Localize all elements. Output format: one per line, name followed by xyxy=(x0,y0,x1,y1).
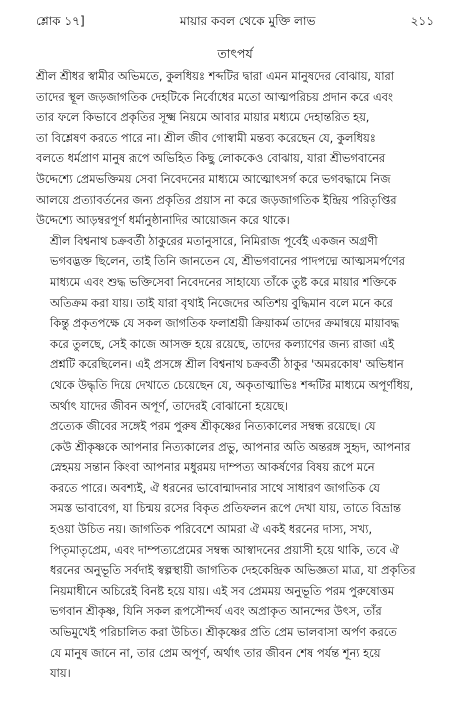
paragraph xyxy=(36,416,434,684)
text-line: প্রশ্নটি করেছিলেন। এই প্রসঙ্গে শ্রীল বিশ্বনাথ চক্রবর্তী ঠাকুর 'অমরকোষ' অভিধান xyxy=(50,357,404,372)
text-line: আলয়ে প্রত্যাবর্তনের জন্য প্রকৃতির প্রয়াস না করে জড়জাগতিক ইন্দ্রিয় পরিতৃপ্তির xyxy=(36,192,397,207)
text-line: হওয়া উচিত নয়। জাগতিক পরিবেশে আমরা ঐ একই ধরনের দাস্য, সখ্য, xyxy=(50,522,373,537)
purport-body xyxy=(36,66,434,684)
text-line: অভিমুখেই পরিচালিত করা উচিত। শ্রীকৃষ্ণের প্রতি প্রেম ভালবাসা অর্পণ করতে xyxy=(50,625,397,640)
running-header xyxy=(36,0,434,36)
text-line: করে তুলছে, সেই কাজে আসক্ত হয়ে রয়েছে, তাদের কল্যাণের জন্য রাজা এই xyxy=(50,336,395,351)
text-line: অতিক্রম করা যায়। তাই যারা বৃথাই নিজেদের অতিশয় বুদ্ধিমান বলে মনে করে xyxy=(50,295,393,310)
page-number: ২১১ xyxy=(410,14,434,28)
text-line: করতে পারে। অবশ্যই, ঐ ধরনের ভাবোন্মাদনার সাথে সাধারণ জাগতিক যে xyxy=(50,480,380,495)
text-line: উদ্দেশ্যে প্রেমভক্তিময় সেবা নিবেদনের মাধ্যমে আত্মোৎসর্গ করে ভগবদ্ধামে নিজ xyxy=(36,171,391,186)
text-line: উদ্দেশ্যে আড়ম্বরপূর্ণ ধর্মানুষ্ঠানাদির আয়োজন করে থাকে। xyxy=(36,213,290,228)
header-chapter-title: মায়ার কবল থেকে মুক্তি লাভ xyxy=(179,14,316,28)
text-line: অর্থাৎ যাদের জীবন অপূর্ণ, তাদেরই বোঝানো হয়েছে। xyxy=(50,398,289,413)
text-line: মাধ্যমে এবং শুদ্ধ ভক্তিসেবা নিবেদনের সাহায্যে তাঁকে তুষ্ট করে মায়ার শক্তিকে xyxy=(50,274,397,289)
header-verse-ref: শ্লোক ১৭] xyxy=(36,14,85,28)
text-line: কিন্তু প্রকৃতপক্ষে যে সকল জাগতিক ফলাশ্রয়ী ক্রিয়াকর্ম তাদের ক্রমান্বয়ে মায়াবদ্ধ xyxy=(50,316,400,331)
section-title-purport: তাৎপর্য xyxy=(217,46,253,61)
paragraph xyxy=(36,231,434,416)
text-line: যে মানুষ জানে না, তার প্রেম অপূর্ণ, অর্থাৎ তার জীবন শেষ পর্যন্ত শূন্য হয়ে xyxy=(50,645,381,660)
text-line: ধরনের অনুভূতি সর্বদাই স্বল্পস্থায়ী জাগতিক দেহকেন্দ্রিক অভিজ্ঞতা মাত্র, যা প্রকৃতির xyxy=(50,563,416,578)
text-line: শ্রীল বিশ্বনাথ চক্রবর্তী ঠাকুরের মতানুসারে, নিমিরাজ পূর্বেই একজন অগ্রণী xyxy=(50,233,378,248)
text-line: বলতে ধর্মপ্রাণ মানুষ রূপে অভিহিত কিছু লোককেও বোঝায়, যারা শ্রীভগবানের xyxy=(36,151,386,166)
text-line: সমস্ত ভাবাবেগ, যা চিন্ময় রসের বিকৃত প্রতিফলন রূপে দেখা যায়, তাতে বিভ্রান্ত xyxy=(50,501,401,516)
text-line: তা বিশ্লেষণ করতে পারে না। শ্রীল জীব গোস্বামী মন্তব্য করেছেন যে, কুলধিয়ঃ xyxy=(36,130,376,145)
text-line: থেকে উদ্ধৃতি দিয়ে দেখাতে চেয়েছেন যে, অকৃতাত্মাভিঃ শব্দটির মাধ্যমে অপূর্ণধিয়, xyxy=(50,377,414,392)
text-line: তাদের স্থূল জড়জাগতিক দেহটিকে নির্বোধের মতো আত্মপরিচয় প্রদান করে এবং xyxy=(36,89,393,104)
text-line: পিতৃমাতৃপ্রেম, এবং দাম্পত্যপ্রেমের সম্বন্ধ আস্বাদনের প্রয়াসী হয়ে থাকি, তবে ঐ xyxy=(50,542,399,557)
text-line: শ্রীল শ্রীধর স্বামীর অভিমতে, কুলধিয়ঃ শব্দটির দ্বারা এমন মানুষদের বোঝায়, যারা xyxy=(36,69,395,83)
text-line: নিয়মাধীনে অচিরেই বিনষ্ট হয়ে যায়। এই সব প্রেমময় অনুভূতি পরম পুরুষোত্তম xyxy=(50,583,395,598)
paragraph xyxy=(36,66,434,231)
text-line: ভগবদ্ভক্ত ছিলেন, তাই তিনি জানতেন যে, শ্রীভগবানের পাদপদ্মে আত্মসমর্পণের xyxy=(50,254,405,269)
text-line: যায়। xyxy=(50,666,71,681)
text-line: ভগবান শ্রীকৃষ্ণ, যিনি সকল রূপসৌন্দর্য এবং অপ্রাকৃত আনন্দের উৎস, তাঁর xyxy=(50,604,382,619)
text-line: কেউ শ্রীকৃষ্ণকে আপনার নিত্যকালের প্রভু, আপনার অতি অন্তরঙ্গ সুহৃদ, আপনার xyxy=(50,439,411,454)
text-line: তার ফলে কিভাবে প্রকৃতির সূক্ষ্ম নিয়মে আবার মায়ার মধ্যমে দেহান্তরিত হয়, xyxy=(36,110,370,125)
text-line: প্রত্যেক জীবের সঙ্গেই পরম পুরুষ শ্রীকৃষ্ণের নিত্যকালের সম্বন্ধ রয়েছে। যে xyxy=(50,419,376,434)
text-line: স্নেহময় সন্তান কিংবা আপনার মধুরময় দাম্পত্য আকর্ষণের বিষয় রূপে মনে xyxy=(50,460,375,475)
